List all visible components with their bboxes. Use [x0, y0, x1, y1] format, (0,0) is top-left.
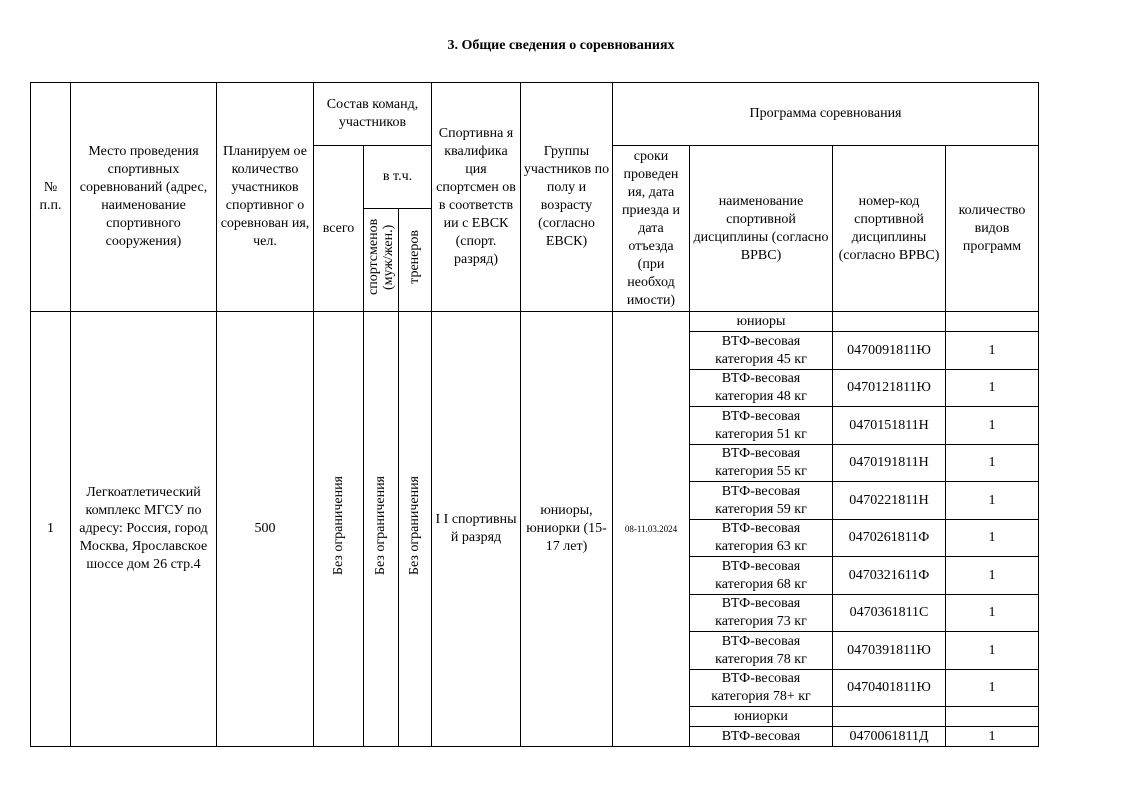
count-cell: 1	[946, 727, 1039, 747]
code-cell: 0470091811Ю	[833, 332, 946, 370]
competition-table	[30, 82, 1039, 747]
header-discipline: наименование спортивной дисциплины (согласно ВРВС)	[690, 146, 833, 312]
row-total: Без ограничения	[330, 476, 346, 576]
discipline-cell: ВТФ-весовая категория 68 кг	[690, 557, 833, 595]
header-composition: Состав команд, участников	[314, 83, 432, 146]
code-cell: 0470061811Д	[833, 727, 946, 747]
row-total-cell	[314, 312, 364, 747]
code-cell: 0470221811Н	[833, 482, 946, 520]
header-planned: Планируем ое количество участников спортивног о соревнован ия, чел.	[217, 83, 314, 312]
row-dates: 08-11.03.2024	[613, 312, 690, 747]
section-label: юниорки	[690, 707, 833, 727]
header-coaches-cell	[399, 209, 432, 312]
code-cell: 0470121811Ю	[833, 370, 946, 407]
header-code: номер-код спортивной дисциплины (согласно ВРВС)	[833, 146, 946, 312]
row-place: Легкоатлетический комплекс МГСУ по адресу: Россия, город Москва, Ярославское шоссе дом 26 стр.4	[71, 312, 217, 747]
header-qualification: Спортивна я квалифика ция спортсмен ов в соответств ии с ЕВСК (спорт. разряд)	[432, 83, 521, 312]
row-coaches-cell	[399, 312, 432, 747]
discipline-cell: ВТФ-весовая категория 55 кг	[690, 445, 833, 482]
row-coaches: Без ограничения	[407, 476, 422, 576]
row-groups: юниоры, юниорки (15-17 лет)	[521, 312, 613, 747]
header-athletes-cell	[364, 209, 399, 312]
row-athletes: Без ограничения	[373, 476, 388, 576]
header-total: всего	[314, 146, 364, 312]
row-planned: 500	[217, 312, 314, 747]
section-count-empty	[946, 707, 1039, 727]
count-cell: 1	[946, 632, 1039, 670]
count-cell: 1	[946, 370, 1039, 407]
section-label: юниоры	[690, 312, 833, 332]
header-program: Программа соревнования	[613, 83, 1039, 146]
header-athletes: спортсменов (муж/жен.)	[366, 218, 396, 296]
discipline-cell: ВТФ-весовая	[690, 727, 833, 747]
header-coaches: тренеров	[407, 230, 422, 284]
count-cell: 1	[946, 595, 1039, 632]
code-cell: 0470361811С	[833, 595, 946, 632]
header-place: Место проведения спортивных соревнований (адрес, наименование спортивного сооружения)	[71, 83, 217, 312]
code-cell: 0470391811Ю	[833, 632, 946, 670]
discipline-cell: ВТФ-весовая категория 63 кг	[690, 520, 833, 557]
count-cell: 1	[946, 520, 1039, 557]
header-groups: Группы участников по полу и возрасту (согласно ЕВСК)	[521, 83, 613, 312]
code-cell: 0470151811Н	[833, 407, 946, 445]
discipline-cell: ВТФ-весовая категория 59 кг	[690, 482, 833, 520]
count-cell: 1	[946, 407, 1039, 445]
count-cell: 1	[946, 332, 1039, 370]
code-cell: 0470321611Ф	[833, 557, 946, 595]
row-qualification: I I спортивны й разряд	[432, 312, 521, 747]
section-count-empty	[946, 312, 1039, 332]
count-cell: 1	[946, 670, 1039, 707]
row-athletes-cell	[364, 312, 399, 747]
discipline-cell: ВТФ-весовая категория 73 кг	[690, 595, 833, 632]
count-cell: 1	[946, 557, 1039, 595]
header-count: количество видов программ	[946, 146, 1039, 312]
count-cell: 1	[946, 482, 1039, 520]
header-num: № п.п.	[31, 83, 71, 312]
discipline-cell: ВТФ-весовая категория 45 кг	[690, 332, 833, 370]
discipline-cell: ВТФ-весовая категория 48 кг	[690, 370, 833, 407]
code-cell: 0470191811Н	[833, 445, 946, 482]
header-dates: сроки проведен ия, дата приезда и дата отъезда (при необход имости)	[613, 146, 690, 312]
count-cell: 1	[946, 445, 1039, 482]
section-code-empty	[833, 312, 946, 332]
discipline-cell: ВТФ-весовая категория 51 кг	[690, 407, 833, 445]
discipline-cell: ВТФ-весовая категория 78+ кг	[690, 670, 833, 707]
row-num: 1	[31, 312, 71, 747]
section-code-empty	[833, 707, 946, 727]
document-title: 3. Общие сведения о соревнованиях	[447, 38, 675, 53]
code-cell: 0470401811Ю	[833, 670, 946, 707]
discipline-cell: ВТФ-весовая категория 78 кг	[690, 632, 833, 670]
code-cell: 0470261811Ф	[833, 520, 946, 557]
header-including: в т.ч.	[364, 146, 432, 209]
